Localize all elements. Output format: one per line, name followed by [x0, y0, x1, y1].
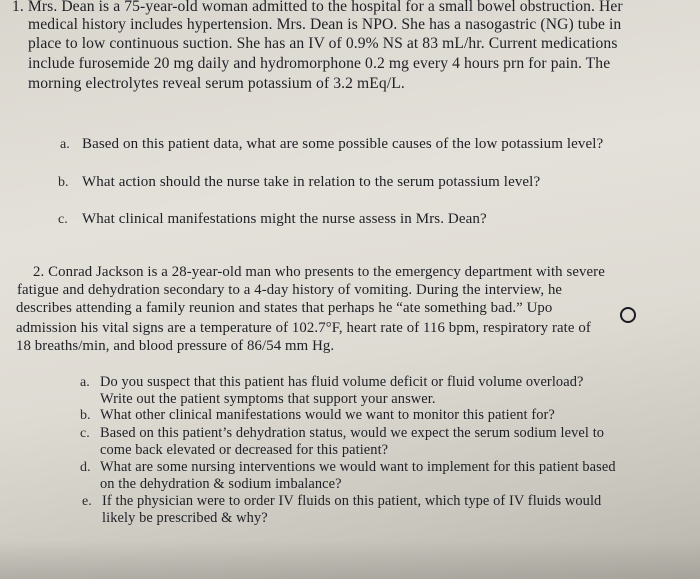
q2-stem-line: 2. Conrad Jackson is a 28-year-old man who presents to the emergency department with severe — [33, 264, 605, 280]
subquestion-text: What are some nursing interventions we would want to implement for this patient based — [100, 459, 616, 475]
subquestion-marker: e. — [82, 494, 92, 509]
subquestion-marker: a. — [60, 137, 70, 152]
q2-stem-line: describes attending a family reunion and states that perhaps he “ate something bad.” Upo — [16, 300, 553, 316]
subquestion-marker: b. — [58, 175, 69, 190]
subquestion-text: Based on this patient data, what are some possible causes of the low potassium level? — [82, 136, 604, 152]
q1-stem-line: medical history includes hypertension. Mrs. Dean is NPO. She has a nasogastric (NG) tube in — [28, 16, 622, 33]
subquestion-text: What action should the nurse take in relation to the serum potassium level? — [82, 174, 541, 190]
q2-stem-line: 18 breaths/min, and blood pressure of 86/54 mm Hg. — [16, 338, 335, 354]
q2-stem-line: admission his vital signs are a temperature of 102.7°F, heart rate of 116 bpm, respiratory rate of — [16, 320, 591, 336]
subquestion-marker: c. — [58, 212, 68, 227]
subquestion-marker: b. — [80, 408, 91, 423]
photo-shadow — [0, 540, 700, 579]
subquestion-marker: a. — [80, 375, 90, 390]
q1-stem-line: 1. Mrs. Dean is a 75-year-old woman admitted to the hospital for a small bowel obstruction. Her — [12, 0, 623, 15]
q2-stem-line: fatigue and dehydration secondary to a 4-day history of vomiting. During the interview, he — [17, 282, 563, 298]
subquestion-text: What clinical manifestations might the nurse assess in Mrs. Dean? — [82, 211, 487, 227]
subquestion-text: Based on this patient’s dehydration status, would we expect the serum sodium level to — [100, 425, 605, 441]
subquestion-marker: d. — [80, 460, 91, 475]
subquestion-text: What other clinical manifestations would we want to monitor this patient for? — [100, 407, 555, 423]
subquestion-text: come back elevated or decreased for this patient? — [100, 442, 389, 458]
circle-cursor-icon — [620, 307, 636, 323]
subquestion-text: If the physician were to order IV fluids on this patient, which type of IV fluids would — [102, 493, 602, 509]
subquestion-text: likely be prescribed & why? — [102, 510, 268, 526]
q1-stem-line: include furosemide 20 mg daily and hydromorphone 0.2 mg every 4 hours prn for pain. The — [28, 55, 611, 72]
subquestion-text: on the dehydration & sodium imbalance? — [100, 476, 342, 492]
subquestion-text: Write out the patient symptoms that support your answer. — [100, 391, 436, 407]
subquestion-marker: c. — [80, 426, 90, 441]
subquestion-text: Do you suspect that this patient has fluid volume deficit or fluid volume overload? — [100, 374, 584, 390]
q1-stem-line: morning electrolytes reveal serum potassium of 3.2 mEq/L. — [28, 75, 405, 92]
q1-stem-line: place to low continuous suction. She has an IV of 0.9% NS at 83 mL/hr. Current medications — [28, 35, 618, 52]
